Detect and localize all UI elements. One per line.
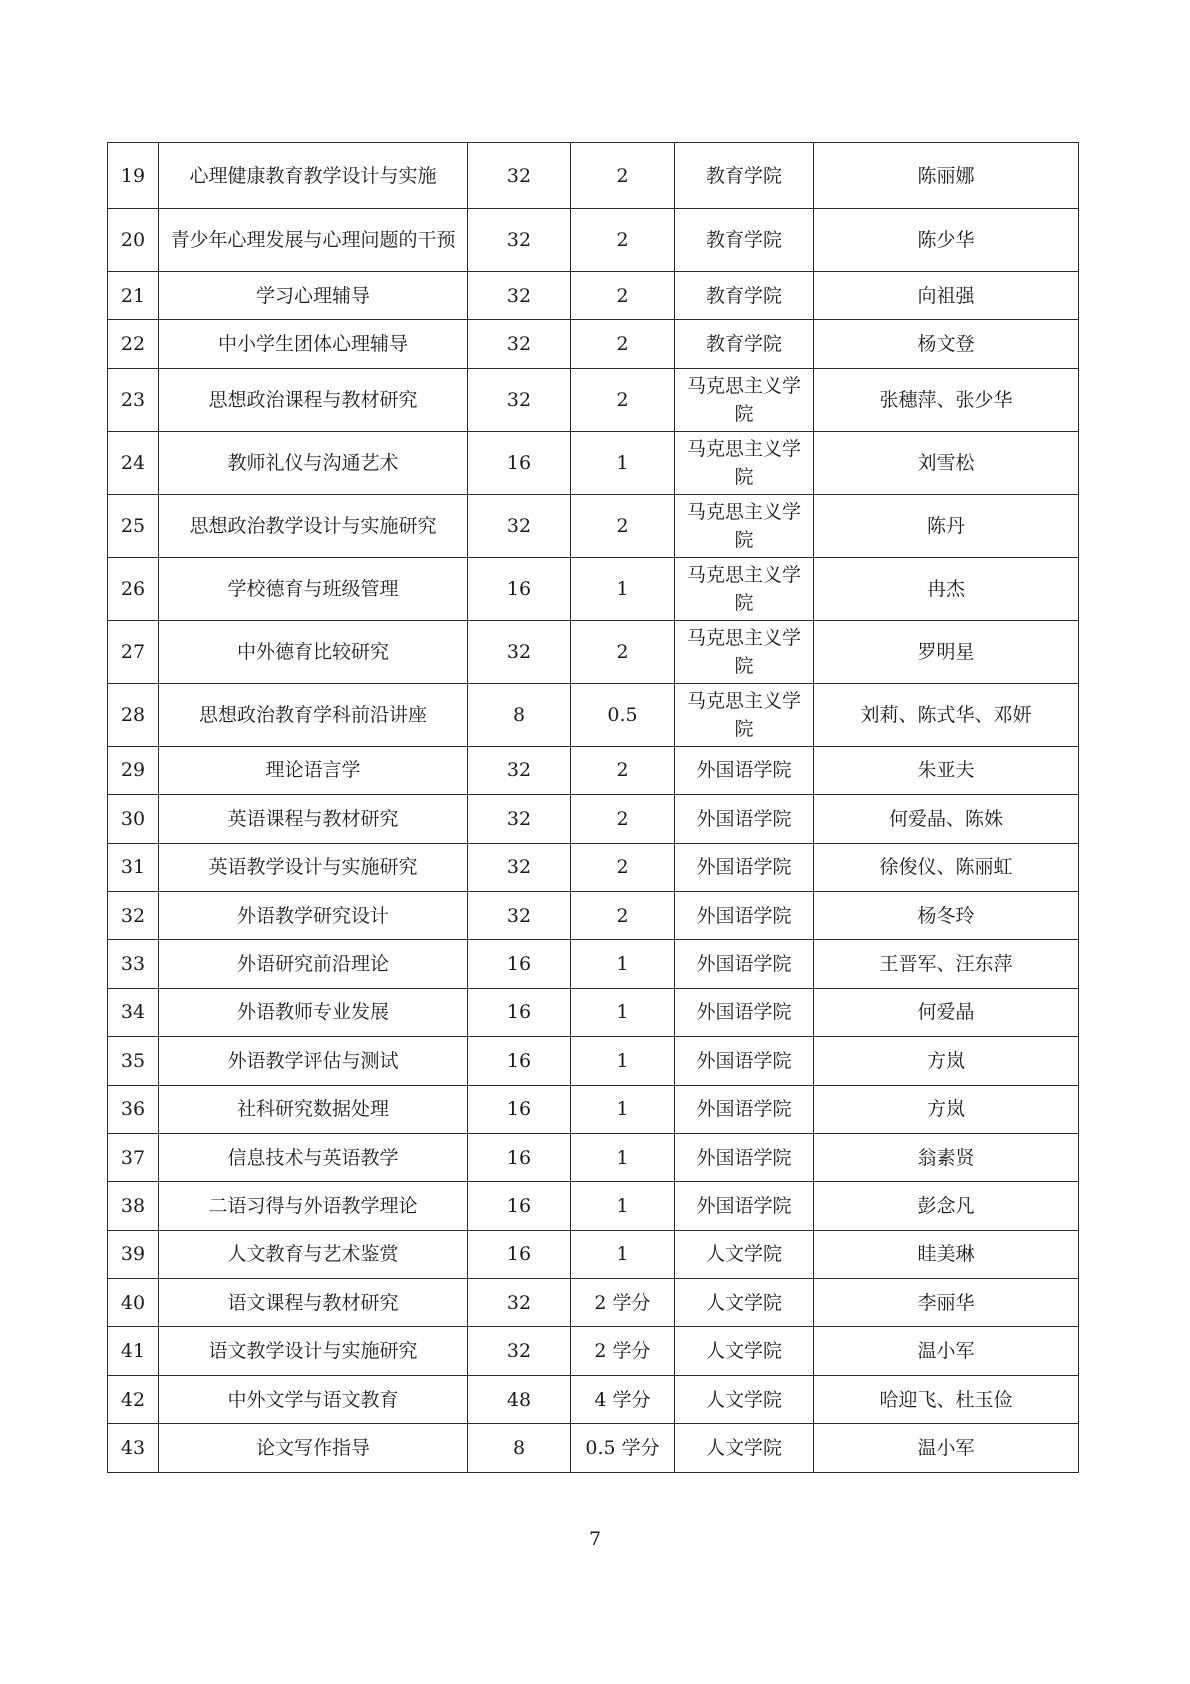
cell-number: 31 (108, 843, 159, 891)
table-row (108, 988, 1079, 1036)
cell-hours: 32 (468, 272, 571, 320)
cell-credit: 2 学分 (571, 1327, 675, 1375)
cell-college: 人文学院 (675, 1375, 814, 1423)
cell-credit: 1 (571, 940, 675, 988)
cell-credit: 0.5 (571, 683, 675, 746)
cell-hours: 16 (468, 557, 571, 620)
cell-number: 36 (108, 1085, 159, 1133)
cell-credit: 2 (571, 209, 675, 272)
cell-teacher: 何爱晶 (814, 988, 1079, 1036)
table-row (108, 1279, 1079, 1327)
cell-course-name: 二语习得与外语教学理论 (159, 1182, 468, 1230)
cell-teacher: 陈丹 (814, 494, 1079, 557)
cell-number: 24 (108, 431, 159, 494)
table-row (108, 209, 1079, 272)
cell-college: 外国语学院 (675, 1182, 814, 1230)
cell-number: 22 (108, 320, 159, 368)
cell-teacher: 李丽华 (814, 1279, 1079, 1327)
cell-teacher: 朱亚夫 (814, 746, 1079, 794)
cell-teacher: 冉杰 (814, 557, 1079, 620)
cell-number: 42 (108, 1375, 159, 1423)
cell-hours: 32 (468, 368, 571, 431)
cell-number: 43 (108, 1424, 159, 1472)
table-row (108, 494, 1079, 557)
cell-course-name: 教师礼仪与沟通艺术 (159, 431, 468, 494)
course-table (107, 142, 1079, 1473)
table-row (108, 1182, 1079, 1230)
cell-credit: 4 学分 (571, 1375, 675, 1423)
cell-credit: 1 (571, 1037, 675, 1085)
cell-course-name: 信息技术与英语教学 (159, 1133, 468, 1181)
table-row (108, 1230, 1079, 1278)
cell-hours: 32 (468, 620, 571, 683)
cell-course-name: 心理健康教育教学设计与实施 (159, 143, 468, 209)
cell-college: 马克思主义学院 (675, 620, 814, 683)
cell-credit: 2 (571, 843, 675, 891)
cell-college: 教育学院 (675, 272, 814, 320)
cell-course-name: 社科研究数据处理 (159, 1085, 468, 1133)
cell-hours: 48 (468, 1375, 571, 1423)
cell-hours: 8 (468, 1424, 571, 1472)
cell-credit: 1 (571, 431, 675, 494)
cell-teacher: 方岚 (814, 1037, 1079, 1085)
table-row (108, 143, 1079, 209)
cell-number: 37 (108, 1133, 159, 1181)
cell-credit: 2 (571, 795, 675, 843)
table-row (108, 272, 1079, 320)
cell-teacher: 杨文登 (814, 320, 1079, 368)
cell-teacher: 翁素贤 (814, 1133, 1079, 1181)
table-row (108, 1375, 1079, 1423)
cell-course-name: 思想政治教学设计与实施研究 (159, 494, 468, 557)
cell-credit: 1 (571, 1182, 675, 1230)
cell-college: 人文学院 (675, 1230, 814, 1278)
cell-course-name: 论文写作指导 (159, 1424, 468, 1472)
cell-credit: 2 (571, 320, 675, 368)
cell-course-name: 英语教学设计与实施研究 (159, 843, 468, 891)
table-row (108, 1424, 1079, 1472)
cell-number: 28 (108, 683, 159, 746)
cell-teacher: 张穗萍、张少华 (814, 368, 1079, 431)
cell-credit: 1 (571, 1230, 675, 1278)
cell-hours: 16 (468, 1182, 571, 1230)
table-row (108, 795, 1079, 843)
cell-credit: 2 (571, 620, 675, 683)
cell-credit: 1 (571, 557, 675, 620)
table-row (108, 320, 1079, 368)
cell-number: 19 (108, 143, 159, 209)
table-row (108, 557, 1079, 620)
cell-course-name: 思想政治教育学科前沿讲座 (159, 683, 468, 746)
table-row (108, 746, 1079, 794)
cell-course-name: 外语教学研究设计 (159, 891, 468, 939)
cell-course-name: 青少年心理发展与心理问题的干预 (159, 209, 468, 272)
cell-number: 34 (108, 988, 159, 1036)
cell-college: 外国语学院 (675, 795, 814, 843)
cell-hours: 32 (468, 891, 571, 939)
table-row (108, 620, 1079, 683)
table-row (108, 431, 1079, 494)
cell-teacher: 陈少华 (814, 209, 1079, 272)
cell-course-name: 外语教学评估与测试 (159, 1037, 468, 1085)
cell-number: 23 (108, 368, 159, 431)
cell-college: 马克思主义学院 (675, 431, 814, 494)
cell-course-name: 中外德育比较研究 (159, 620, 468, 683)
cell-course-name: 中外文学与语文教育 (159, 1375, 468, 1423)
cell-teacher: 温小军 (814, 1327, 1079, 1375)
cell-credit: 2 学分 (571, 1279, 675, 1327)
cell-college: 外国语学院 (675, 1085, 814, 1133)
cell-college: 外国语学院 (675, 1133, 814, 1181)
cell-teacher: 刘莉、陈式华、邓妍 (814, 683, 1079, 746)
cell-credit: 2 (571, 494, 675, 557)
cell-teacher: 方岚 (814, 1085, 1079, 1133)
cell-course-name: 英语课程与教材研究 (159, 795, 468, 843)
cell-teacher: 陈丽娜 (814, 143, 1079, 209)
cell-number: 30 (108, 795, 159, 843)
cell-course-name: 语文课程与教材研究 (159, 1279, 468, 1327)
cell-teacher: 徐俊仪、陈丽虹 (814, 843, 1079, 891)
cell-number: 20 (108, 209, 159, 272)
table-row (108, 1085, 1079, 1133)
cell-hours: 16 (468, 1085, 571, 1133)
cell-number: 35 (108, 1037, 159, 1085)
cell-credit: 1 (571, 988, 675, 1036)
cell-hours: 32 (468, 143, 571, 209)
cell-number: 25 (108, 494, 159, 557)
cell-hours: 32 (468, 1279, 571, 1327)
cell-college: 人文学院 (675, 1279, 814, 1327)
cell-college: 教育学院 (675, 209, 814, 272)
cell-hours: 16 (468, 940, 571, 988)
table-row (108, 683, 1079, 746)
cell-college: 外国语学院 (675, 1037, 814, 1085)
cell-credit: 2 (571, 143, 675, 209)
cell-teacher: 哈迎飞、杜玉俭 (814, 1375, 1079, 1423)
cell-hours: 16 (468, 1230, 571, 1278)
table-row (108, 368, 1079, 431)
cell-hours: 32 (468, 843, 571, 891)
cell-credit: 2 (571, 368, 675, 431)
cell-number: 40 (108, 1279, 159, 1327)
cell-teacher: 刘雪松 (814, 431, 1079, 494)
cell-course-name: 理论语言学 (159, 746, 468, 794)
cell-college: 外国语学院 (675, 940, 814, 988)
cell-number: 29 (108, 746, 159, 794)
cell-course-name: 学校德育与班级管理 (159, 557, 468, 620)
cell-credit: 2 (571, 746, 675, 794)
cell-hours: 32 (468, 1327, 571, 1375)
cell-number: 39 (108, 1230, 159, 1278)
cell-teacher: 向祖强 (814, 272, 1079, 320)
cell-number: 21 (108, 272, 159, 320)
cell-teacher: 何爱晶、陈姝 (814, 795, 1079, 843)
cell-college: 人文学院 (675, 1327, 814, 1375)
cell-credit: 0.5 学分 (571, 1424, 675, 1472)
cell-number: 41 (108, 1327, 159, 1375)
cell-hours: 16 (468, 431, 571, 494)
cell-teacher: 彭念凡 (814, 1182, 1079, 1230)
cell-college: 外国语学院 (675, 891, 814, 939)
cell-teacher: 王晋军、汪东萍 (814, 940, 1079, 988)
cell-credit: 2 (571, 891, 675, 939)
cell-number: 33 (108, 940, 159, 988)
cell-hours: 16 (468, 1133, 571, 1181)
table-row (108, 1037, 1079, 1085)
cell-teacher: 眭美琳 (814, 1230, 1079, 1278)
cell-hours: 32 (468, 746, 571, 794)
cell-hours: 32 (468, 320, 571, 368)
cell-number: 38 (108, 1182, 159, 1230)
cell-college: 教育学院 (675, 320, 814, 368)
cell-college: 人文学院 (675, 1424, 814, 1472)
cell-teacher: 温小军 (814, 1424, 1079, 1472)
cell-college: 马克思主义学院 (675, 683, 814, 746)
cell-credit: 2 (571, 272, 675, 320)
cell-course-name: 人文教育与艺术鉴赏 (159, 1230, 468, 1278)
cell-college: 外国语学院 (675, 988, 814, 1036)
cell-college: 马克思主义学院 (675, 368, 814, 431)
cell-college: 马克思主义学院 (675, 557, 814, 620)
page-number: 7 (588, 1528, 602, 1550)
cell-course-name: 学习心理辅导 (159, 272, 468, 320)
cell-college: 外国语学院 (675, 746, 814, 794)
cell-college: 教育学院 (675, 143, 814, 209)
cell-hours: 32 (468, 494, 571, 557)
cell-hours: 16 (468, 988, 571, 1036)
cell-credit: 1 (571, 1133, 675, 1181)
cell-teacher: 罗明星 (814, 620, 1079, 683)
cell-hours: 32 (468, 795, 571, 843)
cell-teacher: 杨冬玲 (814, 891, 1079, 939)
table-row (108, 1327, 1079, 1375)
cell-course-name: 外语教师专业发展 (159, 988, 468, 1036)
cell-college: 马克思主义学院 (675, 494, 814, 557)
cell-hours: 16 (468, 1037, 571, 1085)
table-row (108, 843, 1079, 891)
cell-course-name: 语文教学设计与实施研究 (159, 1327, 468, 1375)
cell-college: 外国语学院 (675, 843, 814, 891)
cell-course-name: 思想政治课程与教材研究 (159, 368, 468, 431)
table-row (108, 1133, 1079, 1181)
cell-number: 32 (108, 891, 159, 939)
cell-course-name: 外语研究前沿理论 (159, 940, 468, 988)
cell-number: 27 (108, 620, 159, 683)
cell-credit: 1 (571, 1085, 675, 1133)
cell-course-name: 中小学生团体心理辅导 (159, 320, 468, 368)
cell-number: 26 (108, 557, 159, 620)
cell-hours: 8 (468, 683, 571, 746)
cell-hours: 32 (468, 209, 571, 272)
table-row (108, 891, 1079, 939)
table-row (108, 940, 1079, 988)
